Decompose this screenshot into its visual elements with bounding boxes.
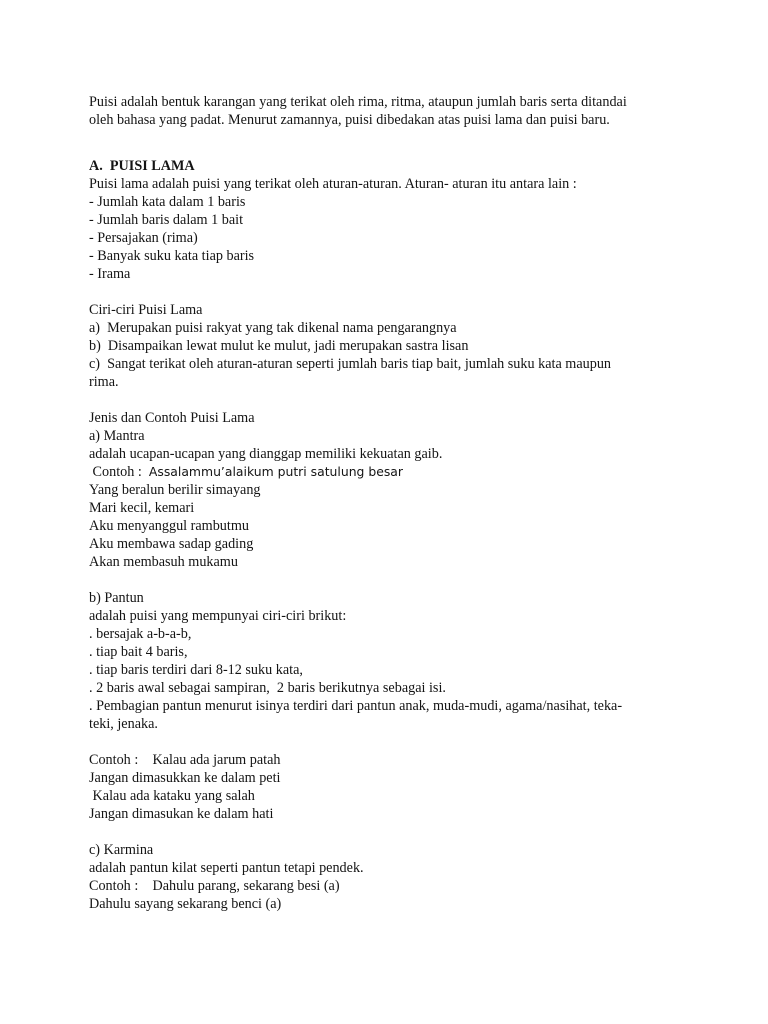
ciri-item: a) Merupakan puisi rakyat yang tak dikenal nama pengarangnya xyxy=(89,320,457,336)
mantra-line: Yang beralun berilir simayang xyxy=(89,482,261,498)
pantun-trait: . tiap baris terdiri dari 8-12 suku kata, xyxy=(89,662,303,678)
document-body xyxy=(89,93,689,913)
mantra-line: Mari kecil, kemari xyxy=(89,500,195,516)
mantra-line: Aku menyanggul rambutmu xyxy=(89,518,249,534)
ciri-item: b) Disampaikan lewat mulut ke mulut, jadi merupakan sastra lisan xyxy=(89,338,469,354)
rule-item: - Jumlah baris dalam 1 bait xyxy=(89,212,244,228)
pantun-trait: . bersajak a-b-a-b, xyxy=(89,626,192,642)
pantun-trait: teki, jenaka. xyxy=(89,716,158,732)
example-text: Assalammu’alaikum putri satulung besar xyxy=(148,464,403,479)
jenis-title: Jenis dan Contoh Puisi Lama xyxy=(89,410,255,426)
pantun-trait: . 2 baris awal sebagai sampiran, 2 baris berikutnya sebagai isi. xyxy=(89,680,446,696)
karmina-example-line: Dahulu sayang sekarang benci (a) xyxy=(89,896,282,912)
rule-item: - Banyak suku kata tiap baris xyxy=(89,248,255,264)
karmina-definition: adalah pantun kilat seperti pantun tetapi pendek. xyxy=(89,860,364,876)
pantun-example-line: Jangan dimasukan ke dalam hati xyxy=(89,806,274,822)
pantun-definition: adalah puisi yang mempunyai ciri-ciri brikut: xyxy=(89,608,347,624)
karmina-example-line: Contoh : Dahulu parang, sekarang besi (a) xyxy=(89,878,340,894)
pantun-trait: . Pembagian pantun menurut isinya terdiri dari pantun anak, muda-mudi, agama/nasihat, teka- xyxy=(89,698,623,714)
example-prefix: Contoh : xyxy=(89,464,149,480)
rule-item: - Persajakan (rima) xyxy=(89,230,198,246)
section-description: Puisi lama adalah puisi yang terikat oleh aturan-aturan. Aturan- aturan itu antara lain : xyxy=(89,176,577,192)
mantra-line: Aku membawa sadap gading xyxy=(89,536,254,552)
mantra-example-first xyxy=(89,463,689,481)
pantun-example-line: Jangan dimasukkan ke dalam peti xyxy=(89,770,281,786)
pantun-label: b) Pantun xyxy=(89,590,144,606)
pantun-example-line: Kalau ada kataku yang salah xyxy=(89,788,255,804)
ciri-title: Ciri-ciri Puisi Lama xyxy=(89,302,203,318)
mantra-line: Akan membasuh mukamu xyxy=(89,554,238,570)
karmina-label: c) Karmina xyxy=(89,842,154,858)
mantra-label: a) Mantra xyxy=(89,428,145,444)
pantun-trait: . tiap bait 4 baris, xyxy=(89,644,188,660)
intro-line: oleh bahasa yang padat. Menurut zamannya, puisi dibedakan atas puisi lama dan puisi baru. xyxy=(89,112,610,128)
ciri-item: c) Sangat terikat oleh aturan-aturan seperti jumlah baris tiap bait, jumlah suku kata maupun xyxy=(89,356,612,372)
pantun-example-line: Contoh : Kalau ada jarum patah xyxy=(89,752,281,768)
section-heading: A. PUISI LAMA xyxy=(89,158,195,174)
rule-item: - Jumlah kata dalam 1 baris xyxy=(89,194,246,210)
rule-item: - Irama xyxy=(89,266,131,282)
mantra-definition: adalah ucapan-ucapan yang dianggap memiliki kekuatan gaib. xyxy=(89,446,443,462)
intro-line: Puisi adalah bentuk karangan yang terikat oleh rima, ritma, ataupun jumlah baris serta ditandai xyxy=(89,94,627,110)
ciri-item: rima. xyxy=(89,374,119,390)
